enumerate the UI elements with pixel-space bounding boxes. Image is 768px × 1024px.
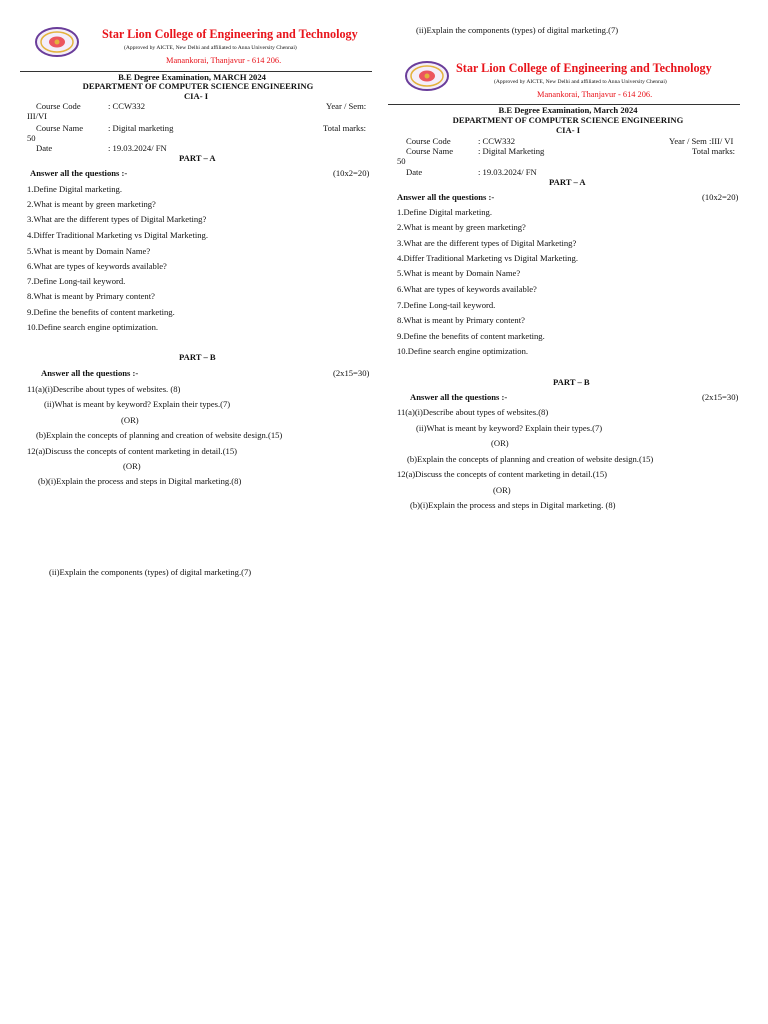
question-item: 4.Differ Traditional Marketing vs Digital Marketing. bbox=[27, 230, 209, 240]
or-separator: (OR) bbox=[121, 415, 139, 425]
or-separator: (OR) bbox=[493, 485, 511, 495]
question-11b: (b)Explain the concepts of planning and creation of website design.(15) bbox=[407, 454, 654, 464]
date-value: : 19.03.2024/ FN bbox=[108, 143, 167, 153]
total-marks-label: Total marks: bbox=[323, 123, 367, 133]
course-code-label: Course Code bbox=[36, 101, 81, 111]
question-item: 7.Define Long-tail keyword. bbox=[397, 300, 496, 310]
exam-title: B.E Degree Examination, March 2024 bbox=[498, 105, 638, 115]
part-a-marks: (10x2=20) bbox=[702, 192, 739, 202]
question-item: 2.What is meant by green marketing? bbox=[397, 222, 526, 232]
question-item: 5.What is meant by Domain Name? bbox=[397, 268, 521, 278]
question-item: 10.Define search engine optimization. bbox=[397, 346, 529, 356]
part-b-heading: PART – B bbox=[179, 352, 216, 362]
question-item: 9.Define the benefits of content marketing. bbox=[397, 331, 545, 341]
part-a-marks: (10x2=20) bbox=[333, 168, 370, 178]
college-logo-icon bbox=[34, 26, 80, 58]
continuation-line: (ii)Explain the components (types) of digital marketing.(7) bbox=[416, 25, 619, 35]
or-separator: (OR) bbox=[123, 461, 141, 471]
exam-title: B.E Degree Examination, MARCH 2024 bbox=[118, 72, 266, 82]
total-marks-value: 50 bbox=[27, 133, 36, 143]
part-b-heading: PART – B bbox=[553, 377, 590, 387]
cia-title: CIA- I bbox=[183, 91, 209, 101]
question-item: 7.Define Long-tail keyword. bbox=[27, 276, 126, 286]
part-b-marks: (2x15=30) bbox=[702, 392, 739, 402]
question-11a-ii: (ii)What is meant by keyword? Explain their types.(7) bbox=[416, 423, 603, 433]
date-label: Date bbox=[406, 167, 423, 177]
or-separator: (OR) bbox=[491, 438, 509, 448]
year-sem-value: III/VI bbox=[27, 111, 48, 121]
approval-note: (Approved by AICTE, New Delhi and affiliated to Anna University Chennai) bbox=[494, 79, 667, 85]
course-name-label: Course Name bbox=[36, 123, 84, 133]
course-name-value: : Digital Marketing bbox=[478, 146, 545, 156]
part-b-instruction: Answer all the questions :- bbox=[410, 392, 508, 402]
part-a-instruction: Answer all the questions :- bbox=[30, 168, 128, 178]
question-item: 5.What is meant by Domain Name? bbox=[27, 246, 151, 256]
year-sem-label: Year / Sem :III/ VI bbox=[669, 136, 734, 146]
question-11b: (b)Explain the concepts of planning and creation of website design.(15) bbox=[36, 430, 283, 440]
course-name-value: : Digital marketing bbox=[108, 123, 174, 133]
question-12a: 12(a)Discuss the concepts of content marketing in detail.(15) bbox=[27, 446, 238, 456]
question-item: 10.Define search engine optimization. bbox=[27, 322, 159, 332]
question-11a: 11(a)(i)Describe about types of websites. (8) bbox=[27, 384, 181, 394]
total-marks-value: 50 bbox=[397, 156, 406, 166]
question-12b-ii: (ii)Explain the components (types) of digital marketing.(7) bbox=[49, 567, 252, 577]
question-item: 2.What is meant by green marketing? bbox=[27, 199, 156, 209]
department-title: DEPARTMENT OF COMPUTER SCIENCE ENGINEERING bbox=[452, 115, 684, 125]
question-item: 3.What are the different types of Digital Marketing? bbox=[27, 214, 207, 224]
question-item: 6.What are types of keywords available? bbox=[27, 261, 167, 271]
approval-note: (Approved by AICTE, New Delhi and affiliated to Anna University Chennai) bbox=[124, 45, 297, 51]
question-item: 8.What is meant by Primary content? bbox=[27, 291, 155, 301]
date-label: Date bbox=[36, 143, 53, 153]
question-11a: 11(a)(i)Describe about types of websites.(8) bbox=[397, 407, 549, 417]
question-item: 3.What are the different types of Digital Marketing? bbox=[397, 238, 577, 248]
course-code-value: : CCW332 bbox=[108, 101, 146, 111]
course-code-value: : CCW332 bbox=[478, 136, 516, 146]
course-name-label: Course Name bbox=[406, 146, 454, 156]
question-12a: 12(a)Discuss the concepts of content marketing in detail.(15) bbox=[397, 469, 608, 479]
question-11a-ii: (ii)What is meant by keyword? Explain their types.(7) bbox=[44, 399, 231, 409]
part-a-heading: PART – A bbox=[179, 153, 216, 163]
question-item: 9.Define the benefits of content marketing. bbox=[27, 307, 175, 317]
department-title: DEPARTMENT OF COMPUTER SCIENCE ENGINEERING bbox=[82, 81, 314, 91]
part-a-heading: PART – A bbox=[549, 177, 586, 187]
question-item: 8.What is meant by Primary content? bbox=[397, 315, 525, 325]
question-item: 1.Define Digital marketing. bbox=[397, 207, 492, 217]
question-12b: (b)(i)Explain the process and steps in Digital marketing.(8) bbox=[38, 476, 242, 486]
college-name: Star Lion College of Engineering and Technology bbox=[456, 61, 712, 75]
part-b-marks: (2x15=30) bbox=[333, 368, 370, 378]
college-address: Manankorai, Thanjavur - 614 206. bbox=[537, 90, 653, 99]
course-code-label: Course Code bbox=[406, 136, 451, 146]
question-item: 6.What are types of keywords available? bbox=[397, 284, 537, 294]
question-12b: (b)(i)Explain the process and steps in Digital marketing. (8) bbox=[410, 500, 616, 510]
college-address: Manankorai, Thanjavur - 614 206. bbox=[166, 56, 282, 65]
question-item: 1.Define Digital marketing. bbox=[27, 184, 122, 194]
part-a-instruction: Answer all the questions :- bbox=[397, 192, 495, 202]
college-logo-icon bbox=[404, 60, 450, 92]
college-name: Star Lion College of Engineering and Technology bbox=[102, 27, 358, 41]
question-item: 4.Differ Traditional Marketing vs Digital Marketing. bbox=[397, 253, 579, 263]
part-b-instruction: Answer all the questions :- bbox=[41, 368, 139, 378]
year-sem-label: Year / Sem: bbox=[326, 101, 367, 111]
cia-title: CIA- I bbox=[555, 125, 581, 135]
total-marks-label: Total marks: bbox=[692, 146, 736, 156]
date-value: : 19.03.2024/ FN bbox=[478, 167, 537, 177]
